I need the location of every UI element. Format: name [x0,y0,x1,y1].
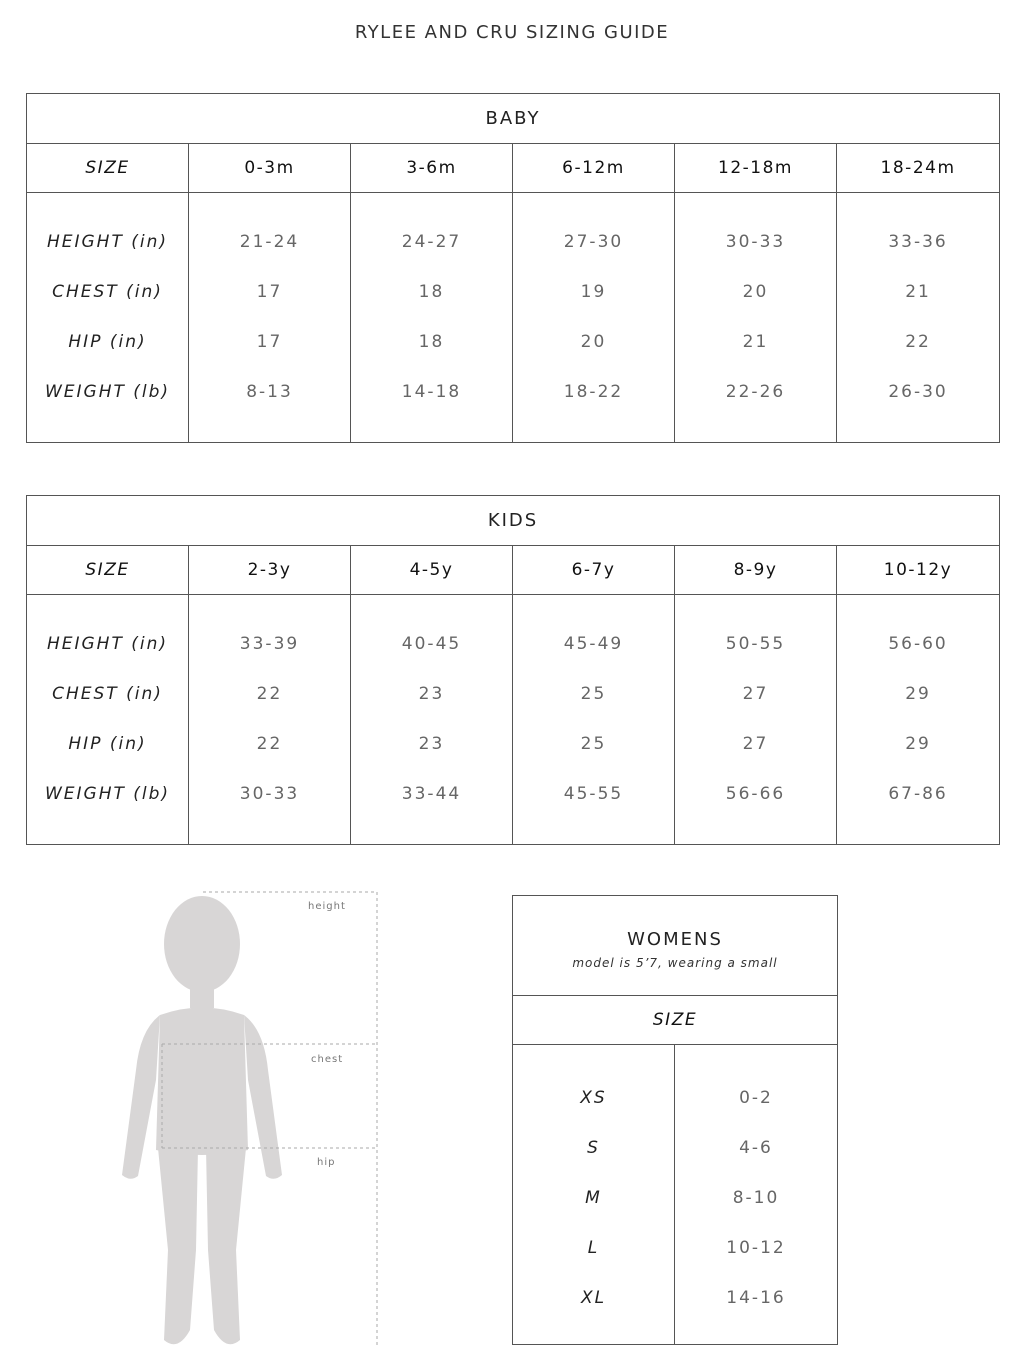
womens-size-column [513,1045,675,1345]
kids-value: 33-39 [239,634,300,654]
womens-size: S [587,1138,600,1158]
kids-value: 40-45 [401,634,462,654]
kids-label-hip: HIP (in) [68,734,147,754]
baby-value: 22 [905,332,931,352]
chest-guide-label: chest [311,1054,344,1065]
kids-size-table [26,495,1000,845]
kids-value: 27 [742,684,769,704]
page-title: RYLEE AND CRU SIZING GUIDE [354,22,670,43]
womens-model-note: model is 5’7, wearing a small [572,956,778,970]
kids-value: 45-49 [563,634,624,654]
baby-value: 14-18 [401,382,462,402]
baby-size-1: 3-6m [351,144,513,193]
height-guide-label: height [308,901,346,912]
baby-value: 33-36 [888,232,948,252]
baby-row-labels [27,193,189,443]
kids-column-0 [189,595,351,845]
womens-value: 0-2 [739,1088,773,1108]
baby-value: 30-33 [725,232,786,252]
baby-size-4: 18-24m [837,144,1000,193]
kids-size-2: 6-7y [513,546,675,595]
hip-guide-label: hip [317,1157,336,1168]
womens-size: XL [580,1288,607,1308]
baby-label-weight: WEIGHT (lb) [44,382,171,402]
baby-value: 21-24 [239,232,300,252]
baby-value: 22-26 [725,382,786,402]
baby-value: 27-30 [563,232,624,252]
kids-value: 22 [256,734,283,754]
kids-value: 29 [905,734,931,754]
baby-value: 17 [256,282,283,302]
kids-size-3: 8-9y [675,546,837,595]
baby-label-chest: CHEST (in) [52,282,163,302]
womens-size-label: SIZE [513,996,838,1045]
womens-size: M [585,1188,602,1208]
baby-value: 21 [905,282,931,302]
baby-value: 20 [742,282,769,302]
kids-value: 27 [742,734,769,754]
kids-size-4: 10-12y [837,546,1000,595]
kids-size-1: 4-5y [351,546,513,595]
womens-value: 14-16 [726,1288,786,1308]
womens-size-table [512,895,838,1345]
baby-size-label: SIZE [27,144,189,193]
baby-value: 21 [742,332,769,352]
kids-column-2 [513,595,675,845]
womens-value-column [675,1045,838,1345]
kids-label-chest: CHEST (in) [52,684,163,704]
kids-value: 30-33 [239,784,300,804]
kids-size-label: SIZE [27,546,189,595]
baby-value: 17 [256,332,283,352]
kids-column-3 [675,595,837,845]
kids-value: 23 [418,684,445,704]
baby-column-4 [837,193,1000,443]
baby-column-3 [675,193,837,443]
child-measurement-figure [100,880,400,1355]
womens-header-cell [513,896,838,996]
baby-value: 18 [418,332,445,352]
womens-value: 4-6 [739,1138,773,1158]
baby-value: 18-22 [563,382,624,402]
kids-value: 22 [256,684,283,704]
baby-size-0: 0-3m [189,144,351,193]
baby-value: 26-30 [888,382,948,402]
kids-value: 50-55 [725,634,786,654]
baby-column-1 [351,193,513,443]
kids-value: 56-60 [888,634,948,654]
womens-heading: WOMENS [627,929,723,950]
baby-value: 8-13 [246,382,293,402]
kids-value: 29 [905,684,931,704]
womens-size: XS [580,1088,607,1108]
baby-size-2: 6-12m [513,144,675,193]
kids-value: 56-66 [725,784,786,804]
baby-size-3: 12-18m [675,144,837,193]
child-silhouette [122,896,282,1344]
kids-label-weight: WEIGHT (lb) [44,784,171,804]
kids-column-1 [351,595,513,845]
baby-value: 24-27 [401,232,462,252]
kids-value: 33-44 [401,784,462,804]
baby-heading: BABY [27,94,1000,144]
kids-value: 25 [580,734,607,754]
kids-value: 67-86 [888,784,948,804]
kids-value: 25 [580,684,607,704]
womens-value: 10-12 [726,1238,786,1258]
baby-label-hip: HIP (in) [68,332,147,352]
baby-column-2 [513,193,675,443]
baby-label-height: HEIGHT (in) [46,232,169,252]
baby-value: 20 [580,332,607,352]
kids-size-0: 2-3y [189,546,351,595]
baby-value: 18 [418,282,445,302]
baby-value: 19 [580,282,607,302]
kids-column-4 [837,595,1000,845]
kids-value: 23 [418,734,445,754]
baby-column-0 [189,193,351,443]
kids-label-height: HEIGHT (in) [46,634,169,654]
kids-value: 45-55 [563,784,624,804]
baby-size-table [26,93,1000,443]
womens-value: 8-10 [732,1188,780,1208]
kids-heading: KIDS [27,496,1000,546]
womens-size: L [587,1238,600,1258]
kids-row-labels [27,595,189,845]
